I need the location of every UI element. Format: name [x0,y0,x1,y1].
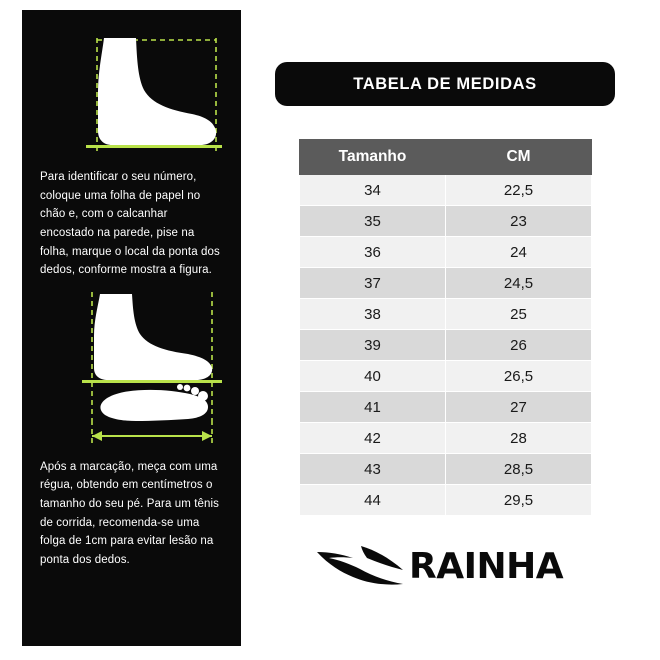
page-frame-right [644,0,660,660]
cell-size: 41 [300,392,446,423]
cell-cm: 25 [446,299,592,330]
column-header-cm: CM [446,140,592,175]
page-title-label: TABELA DE MEDIDAS [353,74,537,93]
size-table-body [300,175,592,516]
page-frame-top [0,0,660,10]
foot-side-profile-svg [40,32,223,160]
size-table [299,139,592,516]
cell-cm: 29,5 [446,485,592,516]
rainha-wing-icon [315,544,407,590]
table-row [300,299,592,330]
instructions-column [22,10,241,646]
table-row [300,485,592,516]
cell-cm: 22,5 [446,175,592,206]
table-row [300,268,592,299]
table-row [300,392,592,423]
table-row [300,175,592,206]
cell-cm: 24 [446,237,592,268]
brand-name-label: RAINHA [409,546,564,587]
cell-size: 39 [300,330,446,361]
foot-side-profile-diagram [40,32,223,160]
cell-size: 34 [300,175,446,206]
page-frame-left [0,0,22,660]
cell-size: 36 [300,237,446,268]
table-row [300,237,592,268]
cell-cm: 26,5 [446,361,592,392]
cell-cm: 23 [446,206,592,237]
column-header-tamanho: Tamanho [300,140,446,175]
cell-size: 43 [300,454,446,485]
cell-cm: 27 [446,392,592,423]
cell-cm: 28,5 [446,454,592,485]
page-title [275,62,615,106]
table-row [300,330,592,361]
instruction-text-1: Para identificar o seu número, coloque uma folha de papel no chão e, com o calcanhar encostado na parede, pise na folha, marque o local da ponta dos dedos, conforme mostra a figura. [40,171,220,277]
table-row [300,454,592,485]
table-header-row [300,140,592,175]
brand-logo [315,538,575,596]
cell-size: 42 [300,423,446,454]
cell-size: 38 [300,299,446,330]
cell-size: 40 [300,361,446,392]
table-row [300,423,592,454]
foot-measure-length-diagram [40,288,223,448]
foot-measure-length-svg [40,288,223,448]
cell-size: 37 [300,268,446,299]
cell-cm: 24,5 [446,268,592,299]
cell-size: 35 [300,206,446,237]
table-row [300,206,592,237]
cell-cm: 28 [446,423,592,454]
instruction-text-2: Após a marcação, meça com uma régua, obtendo em centímetros o tamanho do seu pé. Para um tênis de corrida, recomenda-se uma folga de 1cm para evitar lesão na ponta dos dedos. [40,460,220,566]
table-row [300,361,592,392]
cell-cm: 26 [446,330,592,361]
page-frame-bottom [0,646,660,660]
size-table-head [300,140,592,175]
cell-size: 44 [300,485,446,516]
rainha-wing-svg [315,544,407,590]
